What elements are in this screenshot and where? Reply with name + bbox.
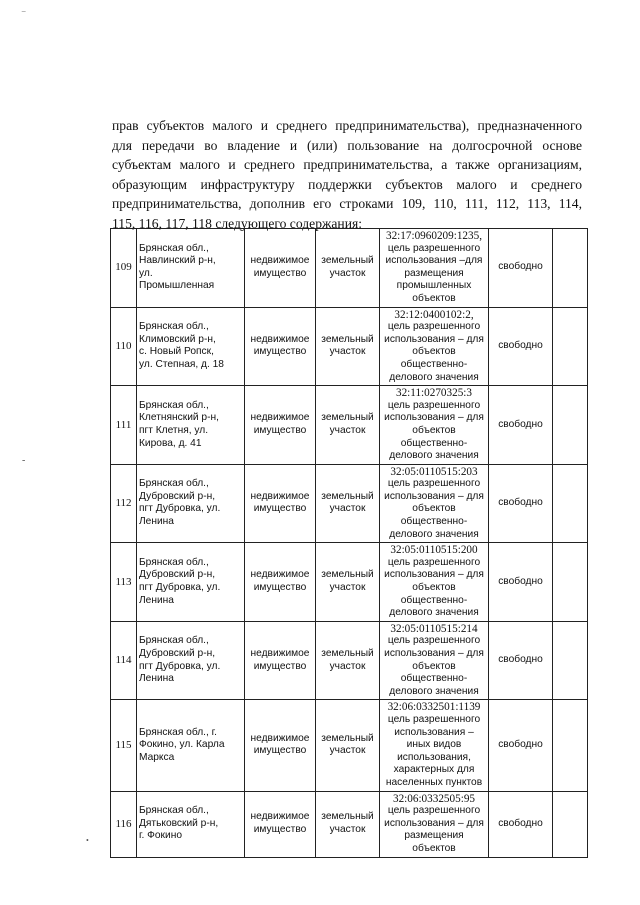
intro-paragraph [112,116,582,234]
status-cell: свободно [489,229,553,308]
row-number: 115 [111,700,137,791]
cell-line: использования – для [384,490,484,502]
property-type-cell [316,700,380,791]
intro-line: для передачи во владение и (или) пользование на долгосрочной основе [112,137,582,153]
empty-cell [553,621,588,700]
property-kind-cell [245,543,316,622]
row-number: 116 [111,791,137,857]
cell-line: цель разрешенного [387,556,481,568]
address-cell [137,700,245,791]
cell-line: Навлинский р-н, [139,255,216,267]
property-type-cell [316,791,380,857]
empty-cell [553,307,588,386]
property-type-cell [316,229,380,308]
cell-line: использования – для [384,817,484,829]
cell-line: цель разрешенного [387,478,481,490]
table-row [111,386,588,465]
cell-line: Дубровский р-н, [139,648,216,659]
table-row [111,621,588,700]
cell-line: имущество [253,582,307,594]
cell-line: размещения [404,267,464,279]
table-row [111,229,588,308]
address-cell [137,464,245,543]
intro-line: прав субъектов малого и среднего предпринимательства), предназначенного [112,118,582,133]
intro-line: предпринимательства, дополнив его строками 109, 110, 111, 112, 113, 114, [112,196,582,212]
cell-line: использования – для [384,333,484,345]
cell-line: участок [329,267,366,279]
empty-cell [553,700,588,791]
cell-line: Ленина [139,594,174,606]
cell-line: делового значения [389,685,479,697]
cell-line: объектов [412,292,456,304]
cell-line: Брянская обл., [139,805,209,817]
cell-line: Дубровский р-н, [139,569,216,581]
cell-line: недвижимое [250,732,310,744]
cell-line: недвижимое [250,648,310,659]
cell-line: цель разрешенного [387,635,481,647]
cell-line: земельный [321,732,374,744]
cell-line: населенных пунктов [385,776,483,788]
cell-line: участок [329,582,366,594]
cell-line: имущество [253,267,307,279]
cell-line: земельный [321,255,374,267]
cadastral-number: 32:12:0400102:2, [394,308,474,321]
status-cell: свободно [489,543,553,622]
cadastral-number: 32:17:0960209:1235, [385,230,483,242]
cell-line: общественно- [400,437,468,449]
address-cell [137,307,245,386]
empty-cell [553,543,588,622]
cell-line: недвижимое [250,333,310,345]
status-cell: свободно [489,464,553,543]
cell-line: использования, [397,751,471,763]
cell-line: Клетнянский р-н, [139,412,219,424]
row-number: 112 [111,464,137,543]
property-kind-cell [245,621,316,700]
cell-line: Брянская обл., [139,635,209,647]
cadastral-number: 32:06:0332505:95 [392,792,476,805]
cell-line: имущество [253,660,307,672]
cell-line: общественно- [400,673,468,685]
cell-line: промышленных [396,280,472,292]
property-kind-cell [245,791,316,857]
cell-line: пгт Дубровка, ул. [139,582,221,594]
cell-line: Брянская обл., [139,321,209,333]
address-cell [137,229,245,308]
cell-line: имущество [253,346,307,358]
cadastral-number: 32:06:0332501:1139 [387,701,481,714]
cell-line: цель разрешенного [387,713,481,725]
cadastral-cell [380,307,489,386]
cell-line: Брянская обл., [139,478,209,490]
cadastral-cell [380,229,489,308]
cadastral-cell [380,791,489,857]
table-row [111,464,588,543]
cell-line: использования – [394,726,474,738]
cell-line: Маркса [139,751,175,763]
cell-line: земельный [321,569,374,581]
address-cell [137,791,245,857]
cell-line: имущество [253,424,307,436]
row-number: 109 [111,229,137,308]
property-kind-cell [245,386,316,465]
cell-line: использования – для [384,412,484,424]
row-number: 113 [111,543,137,622]
cadastral-cell [380,700,489,791]
status-cell: свободно [489,700,553,791]
property-kind-cell [245,700,316,791]
cell-line: объектов [412,346,456,358]
cell-line: делового значения [389,607,479,619]
cell-line: имущество [253,824,307,836]
table-row [111,791,588,857]
cell-line: участок [329,660,366,672]
cell-line: цель разрешенного [387,242,481,254]
cell-line: ул. [139,267,153,279]
property-type-cell [316,386,380,465]
cell-line: участок [329,346,366,358]
address-cell [137,543,245,622]
property-type-cell [316,307,380,386]
scan-dot: • [86,836,89,845]
cadastral-cell [380,621,489,700]
cell-line: Брянская обл., [139,399,209,411]
property-table [110,228,588,858]
status-cell: свободно [489,386,553,465]
cell-line: общественно- [400,516,468,528]
cell-line: участок [329,745,366,757]
cell-line: общественно- [400,358,468,370]
cell-line: пгт Дубровка, ул. [139,660,221,672]
row-number: 114 [111,621,137,700]
cell-line: имущество [253,503,307,515]
cell-line: недвижимое [250,255,310,267]
intro-line: субъектам малого и среднего предпринимательства, а также организациям, [112,157,582,173]
empty-cell [553,464,588,543]
cadastral-number: 32:05:0110515:200 [390,544,478,557]
cell-line: иных видов [406,739,462,751]
status-cell: свободно [489,621,553,700]
cell-line: земельный [321,333,374,345]
cell-line: объектов [412,503,456,515]
cell-line: размещения [404,830,464,842]
cell-line: земельный [321,412,374,424]
scan-mark: ‾ [22,12,26,23]
cell-line: участок [329,824,366,836]
cell-line: характерных для [393,764,475,776]
cell-line: с. Новый Ропск, [139,346,214,358]
cell-line: цель разрешенного [387,321,481,333]
property-kind-cell [245,307,316,386]
cell-line: Ленина [139,673,174,685]
cell-line: ул. Степная, д. 18 [139,358,224,370]
cell-line: имущество [253,745,307,757]
intro-line: 115, 116, 117, 118 следующего содержания: [112,215,362,231]
cadastral-number: 32:05:0110515:203 [390,465,478,478]
cell-line: цель разрешенного [387,399,481,411]
empty-cell [553,386,588,465]
cell-line: делового значения [389,450,479,462]
address-cell [137,621,245,700]
cell-line: использования – для [384,648,484,659]
property-type-cell [316,543,380,622]
scan-mark: - [22,455,26,466]
cell-line: земельный [321,648,374,659]
property-type-cell [316,621,380,700]
cell-line: объектов [412,842,456,854]
table-row [111,543,588,622]
row-number: 110 [111,307,137,386]
cell-line: делового значения [389,371,479,383]
cell-line: Фокино, ул. Карла [139,739,225,751]
cell-line: недвижимое [250,490,310,502]
cell-line: объектов [412,660,456,672]
cell-line: недвижимое [250,412,310,424]
table-row [111,700,588,791]
cell-line: Брянская обл., г. [139,726,217,738]
cell-line: земельный [321,490,374,502]
status-cell: свободно [489,307,553,386]
cell-line: цель разрешенного [387,805,481,817]
cadastral-cell [380,464,489,543]
cell-line: недвижимое [250,569,310,581]
empty-cell [553,791,588,857]
cell-line: объектов [412,582,456,594]
cell-line: Климовский р-н, [139,333,216,345]
cell-line: Дятьковский р-н, [139,817,219,829]
property-type-cell [316,464,380,543]
cell-line: земельный [321,811,374,823]
status-cell: свободно [489,791,553,857]
cell-line: Кирова, д. 41 [139,437,202,449]
property-kind-cell [245,229,316,308]
cell-line: Брянская обл., [139,556,209,568]
cell-line: использования –для [385,255,483,267]
intro-line: образующим инфраструктуру поддержки субъектов малого и среднего [112,176,582,192]
cadastral-cell [380,543,489,622]
cell-line: Промышленная [139,280,215,292]
cell-line: делового значения [389,528,479,540]
cell-line: объектов [412,424,456,436]
cell-line: Ленина [139,516,174,528]
property-kind-cell [245,464,316,543]
cell-line: использования – для [384,569,484,581]
cell-line: участок [329,424,366,436]
empty-cell [553,229,588,308]
cell-line: участок [329,503,366,515]
cell-line: Брянская обл., [139,242,209,254]
cell-line: общественно- [400,594,468,606]
cell-line: пгт Клетня, ул. [139,424,209,436]
table-row [111,307,588,386]
address-cell [137,386,245,465]
cell-line: пгт Дубровка, ул. [139,503,221,515]
row-number: 111 [111,386,137,465]
cadastral-cell [380,386,489,465]
cadastral-number: 32:05:0110515:214 [390,622,478,635]
cell-line: г. Фокино [139,830,182,842]
cell-line: недвижимое [250,811,310,823]
cell-line: Дубровский р-н, [139,490,216,502]
cadastral-number: 32:11:0270325:3 [395,387,473,400]
